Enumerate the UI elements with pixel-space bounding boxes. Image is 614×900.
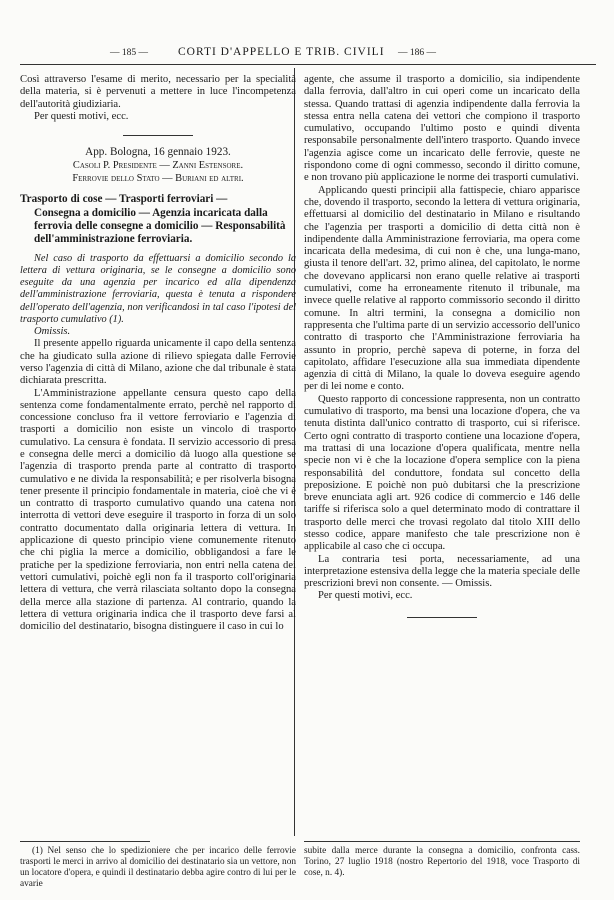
body-paragraph: agente, che assume il trasporto a domicilio, sia indipendente dalla ferrovia, dall'altro in cui operi come un incaricato della stessa. Quando trattasi di agenzia indipendente dalla ferrovia la stessa entra nella catena dei vettori che compiono il trasporto cumulativo, occupando l'ultimo posto e quindi diventa responsabile personalmente dell'intero trasporto. Quando invece l'agenzia agisce come un incaricato delle ferrovie, queste ne rispondono come di ogni commesso, secondo il diritto comune, e non trovano più applicazione le norme dei trasporti cumulativi. — [304, 74, 580, 184]
section-separator — [123, 135, 193, 136]
running-header — [0, 48, 614, 62]
closing-formula: Per questi motivi, ecc. — [318, 590, 413, 602]
footnote-rule-left — [20, 841, 150, 842]
closing-formula: Per questi motivi, ecc. — [34, 110, 129, 122]
judges-line: Casoli P. Presidente — Zanni Estensore. — [72, 160, 244, 172]
body-paragraph: L'Amministrazione appellante censura questo capo della sentenza come fondamentalmente errato, perchè nel rapporto di concessione concluso fra il vettore ferroviario e l'agenzia di trasporti a domicilio non esiste un vincolo di trasporto cumulativo. La censura è fondata. Il servizio accessorio di presa e consegna delle merci a domicilio dà luogo alla questione se l'agenzia di trasporto prenda parte al contratto di trasporto cumulativo e ne divida la responsabilità; e per risolverla bisogna tener presente il principio fondamentale in materia, cioè che vi è un contratto di trasporto cumulativo quando una catena non interrotta di vettori deve eseguire il trasporto in forza di un solo contratto documentato dalla originaria lettera di vettura. In applicazione di questo principio viene comunemente ritenuto che chi piglia la merce a domicilio, obbligandosi a fare le pratiche per la spedizione ferroviaria, non entri nella catena dei vettori cumulativi, poichè egli non fa il trasporto coll'originaria lettera di vettura, che verrà rilasciata soltanto dopo la consegna della merce alla stazione di partenza. Al contrario, quando la lettera di vettura originaria indica che il trasporto deve farsi al domicilio del destinatario, bisogna distinguere il caso in cui lo — [20, 387, 296, 633]
body-paragraph: La contraria tesi porta, necessariamente, ad una interpretazione estensiva della legge che la materia speciale delle prescrizioni brevi non consente. — Omissis. — [304, 553, 580, 590]
body-paragraph: Il presente appello riguarda unicamente il capo della sentenza che ha giudicato sulla azione di rilievo spiegata dalle Ferrovie verso l'agenzia di città di Milano, azione che dal tribunale è stata dichiarata prescritta. — [20, 338, 296, 387]
headnote-line-1: Trasporto di cose — Trasporti ferroviari — — [20, 193, 228, 206]
left-column — [20, 74, 296, 633]
court-line: App. Bologna, 16 gennaio 1923. — [85, 146, 231, 159]
footnote-left — [20, 846, 296, 890]
parties-line: Ferrovie dello Stato — Buriani ed altri. — [72, 173, 244, 185]
header-rule — [20, 64, 596, 65]
headnote-line-2: Consegna a domicilio — Agenzia incaricata dalla ferrovia delle consegne a domicilio — Responsabilità dell'amministrazione ferroviaria. — [34, 206, 286, 246]
end-separator — [407, 617, 477, 618]
right-column — [304, 74, 580, 618]
running-title: CORTI D'APPELLO E TRIB. CIVILI — [178, 46, 385, 58]
body-paragraph: Applicando questi principii alla fattispecie, chiaro apparisce che, dovendo il trasporto, secondo la lettera di vettura originaria, effettuarsi al domicilio del destinatario in Milano e risultando che l'agenzia per trasporti a domicilio di detta città non è indipendente dalla Amministrazione ferroviaria, ma opera come incaricata della medesima, di cui non è che, una lunga-mano, giusta il tenore dell'art. 32, primo alinea, del capitolato, le norme che dovevano applicarsi non erano quelle relative ai trasporti cumulativi, come ha erroneamente ritenuto il tribunale, ma invece quelle relative al rapporto commissorio secondo il diritto comune. In altri termini, la consegna a domicilio non rappresenta che l'ultima parte di un servizio accessorio dell'unico contratto di trasporto che l'Amministrazione ferroviaria ha assunto in proprio, perchè sapeva di poterne, in forza del capitolato, affidare l'esecuzione alla sua immediata dipendente agenzia di città di Milano, la quale lo doveva eseguire agendo per di lei nome e conto. — [304, 184, 580, 393]
footnote-right — [304, 846, 580, 879]
footnote-text-continued: subite dalla merce durante la consegna a domicilio, confronta cass. Torino, 27 luglio 1918 (nostro Repertorio del 1918, voce Trasporto di cose, n. 4). — [304, 846, 580, 878]
page-number-left: — 185 — — [110, 48, 148, 58]
footnote-text: (1) Nel senso che lo spedizioniere che per incarico delle ferrovie trasporti le merci in arrivo al domicilio dei destinatario sia un vettore, non un locatore d'opera, e quindi il destinatario debba agire contro di lui per le avarie — [20, 846, 296, 889]
massima: Nel caso di trasporto da effettuarsi a domicilio secondo la lettera di vettura originaria, se le consegne a domicilio sono eseguite da una agenzia per incarico ed alla dipendenza dell'amministrazione ferroviaria, questa è tenuta a rispondere dell'operato dell'agenzia, non verificandosi in tal caso l'ipotesi del trasporto cumulativo (1). — [20, 252, 296, 325]
omissis: Omissis. — [34, 326, 71, 338]
intro-paragraph: Così attraverso l'esame di merito, necessario per la specialità della materia, si è pervenuti a mettere in luce l'incompetenza dell'autorità giudiziaria. — [20, 74, 296, 110]
headnote — [20, 193, 296, 247]
footnote-rule-right — [304, 841, 580, 842]
page-number-right: — 186 — — [398, 48, 436, 58]
body-paragraph: Questo rapporto di concessione rappresenta, non un contratto cumulativo di trasporto, ma bensì una locazione d'opera, che va tenuta distinta dall'unico contratto di trasporto, cui si riferisce. Certo ogni contratto di trasporto contiene una locazione d'opera, ma trattasi di una locazione d'opera qualificata, mentre nella specie non vi è che la locazione d'opera semplice con la piena responsabilità del conduttore, fondata sul concetto della preposizione. E poichè non può dubitarsi che la prescrizione breve enunciata agli art. 926 codice di commercio e 146 delle tariffe si riferisca solo a quel determinato modo di contrattare il trasporto delle merci che trovasi regolato dal titolo XIII dello stesso codice, appare manifesto che tale prescrizione non è applicabile al caso che ci occupa. — [304, 393, 580, 553]
